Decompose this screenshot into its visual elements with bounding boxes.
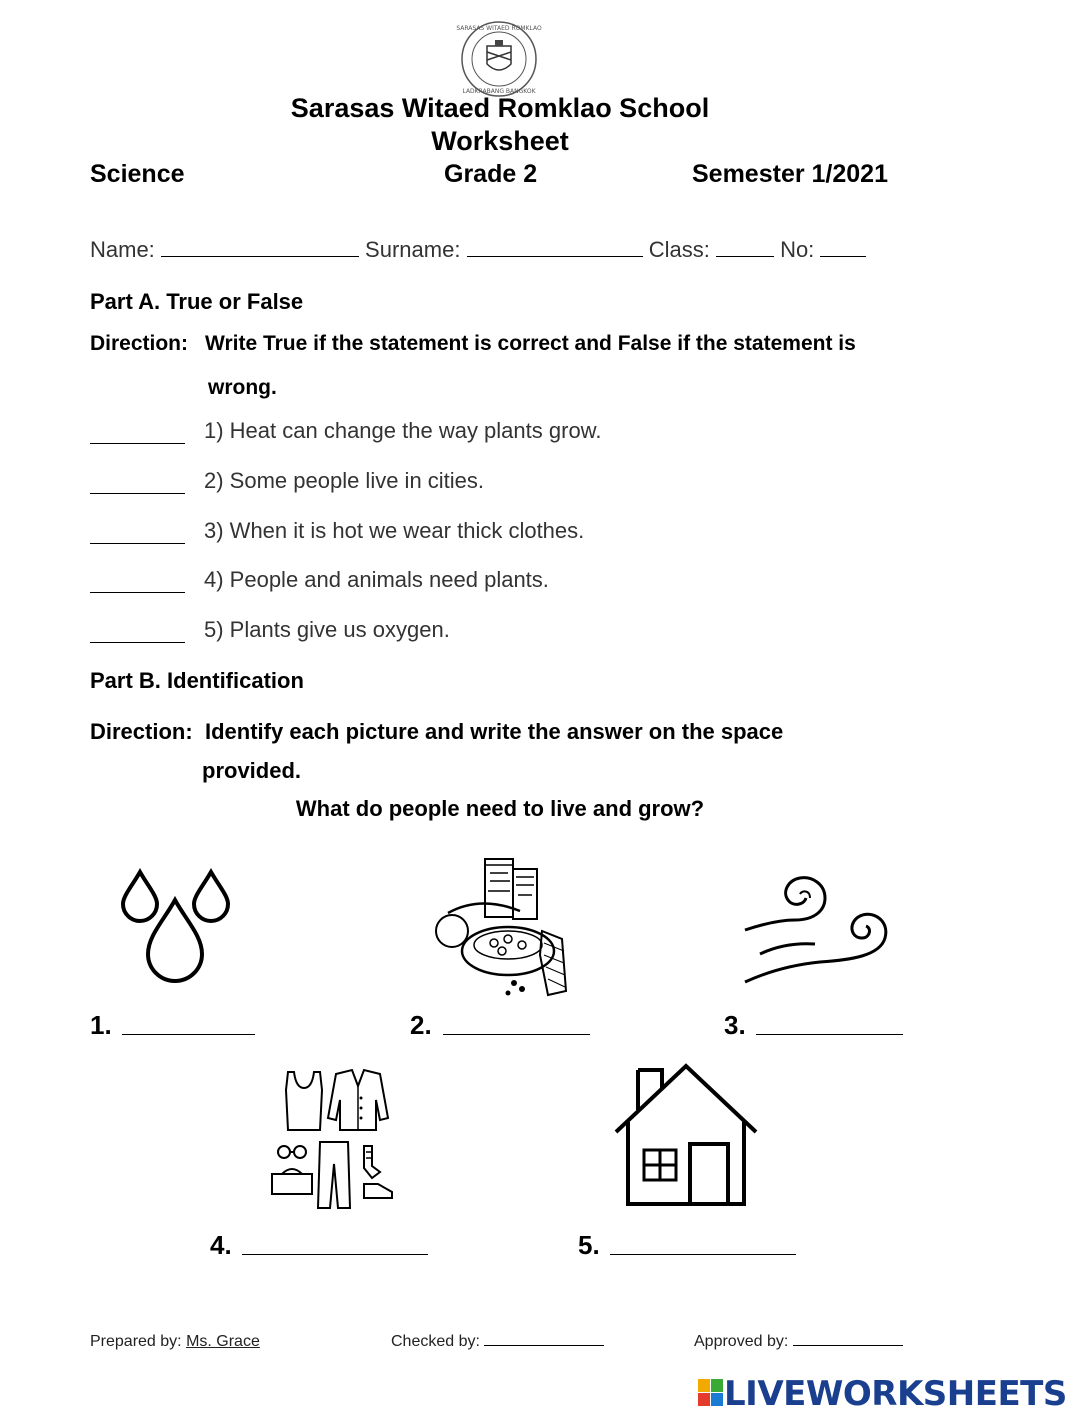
class-label: Class: (648, 237, 710, 262)
worksheet-title: Worksheet (431, 126, 569, 156)
checked-by (391, 1333, 604, 1351)
answer-blank-a1[interactable] (90, 443, 185, 444)
part-a-direction: Write True if the statement is correct and False if the statement is (205, 332, 856, 355)
answer-label-2: 2. (410, 1010, 432, 1040)
school-seal-icon (456, 20, 542, 98)
part-a-title: Part A. True or False (90, 289, 304, 314)
answer-blank-a4[interactable] (90, 592, 185, 593)
checked-field[interactable] (484, 1343, 604, 1346)
answer-label-4: 4. (210, 1230, 232, 1260)
checked-label: Checked by: (391, 1333, 480, 1350)
liveworksheets-logo-icon (698, 1379, 724, 1407)
wind-icon (740, 870, 895, 990)
surname-label: Surname: (365, 237, 461, 262)
subject: Science (90, 160, 185, 188)
approved-by (694, 1333, 903, 1351)
prepared-by (90, 1333, 260, 1351)
statement-2: 2) Some people live in cities. (204, 468, 485, 493)
answer-blank-b4[interactable] (242, 1254, 428, 1255)
prepared-label: Prepared by: (90, 1333, 182, 1350)
food-icon (430, 855, 570, 1000)
no-label: No: (780, 237, 815, 262)
surname-field[interactable] (467, 254, 643, 257)
part-b-question: What do people need to live and grow? (295, 796, 705, 821)
clothes-icon (268, 1068, 398, 1213)
answer-blank-a3[interactable] (90, 543, 185, 544)
part-b-direction-label: Direction: (90, 719, 193, 744)
svg-text:SARASAS WITAED ROMKLAO: SARASAS WITAED ROMKLAO (456, 25, 542, 32)
answer-blank-b1[interactable] (122, 1034, 255, 1035)
answer-blank-b2[interactable] (443, 1034, 590, 1035)
part-b-direction-cont: provided. (202, 758, 302, 783)
answer-blank-a5[interactable] (90, 642, 185, 643)
house-icon (612, 1062, 762, 1212)
part-b-title: Part B. Identification (90, 668, 304, 693)
statement-5: 5) Plants give us oxygen. (204, 617, 450, 642)
answer-label-1: 1. (90, 1010, 112, 1040)
grade: Grade 2 (444, 160, 538, 188)
part-b-direction: Identify each picture and write the answer on the space (205, 719, 784, 744)
part-a-direction-label: Direction: (90, 332, 189, 355)
part-a-direction-cont: wrong. (208, 376, 277, 399)
no-field[interactable] (820, 254, 866, 257)
class-field[interactable] (716, 254, 774, 257)
liveworksheets-logo-text[interactable]: LIVEWORKSHEETS (724, 1374, 1067, 1414)
prepared-name: Ms. Grace (186, 1333, 260, 1350)
answer-blank-b3[interactable] (756, 1034, 903, 1035)
semester: Semester 1/2021 (692, 160, 888, 188)
answer-blank-a2[interactable] (90, 493, 185, 494)
name-field[interactable] (161, 254, 359, 257)
statement-4: 4) People and animals need plants. (204, 567, 549, 592)
answer-label-5: 5. (578, 1230, 600, 1260)
approved-label: Approved by: (694, 1333, 789, 1350)
water-drops-icon (118, 868, 233, 988)
answer-blank-b5[interactable] (610, 1254, 796, 1255)
school-name: Sarasas Witaed Romklao School (290, 93, 710, 123)
student-info-row (90, 237, 866, 263)
answer-label-3: 3. (724, 1010, 746, 1040)
svg-text:LADKRABANG BANGKOK: LADKRABANG BANGKOK (462, 88, 536, 95)
statement-3: 3) When it is hot we wear thick clothes. (204, 518, 585, 543)
statement-1: 1) Heat can change the way plants grow. (204, 418, 602, 443)
approved-field[interactable] (793, 1343, 903, 1346)
name-label: Name: (90, 237, 155, 262)
